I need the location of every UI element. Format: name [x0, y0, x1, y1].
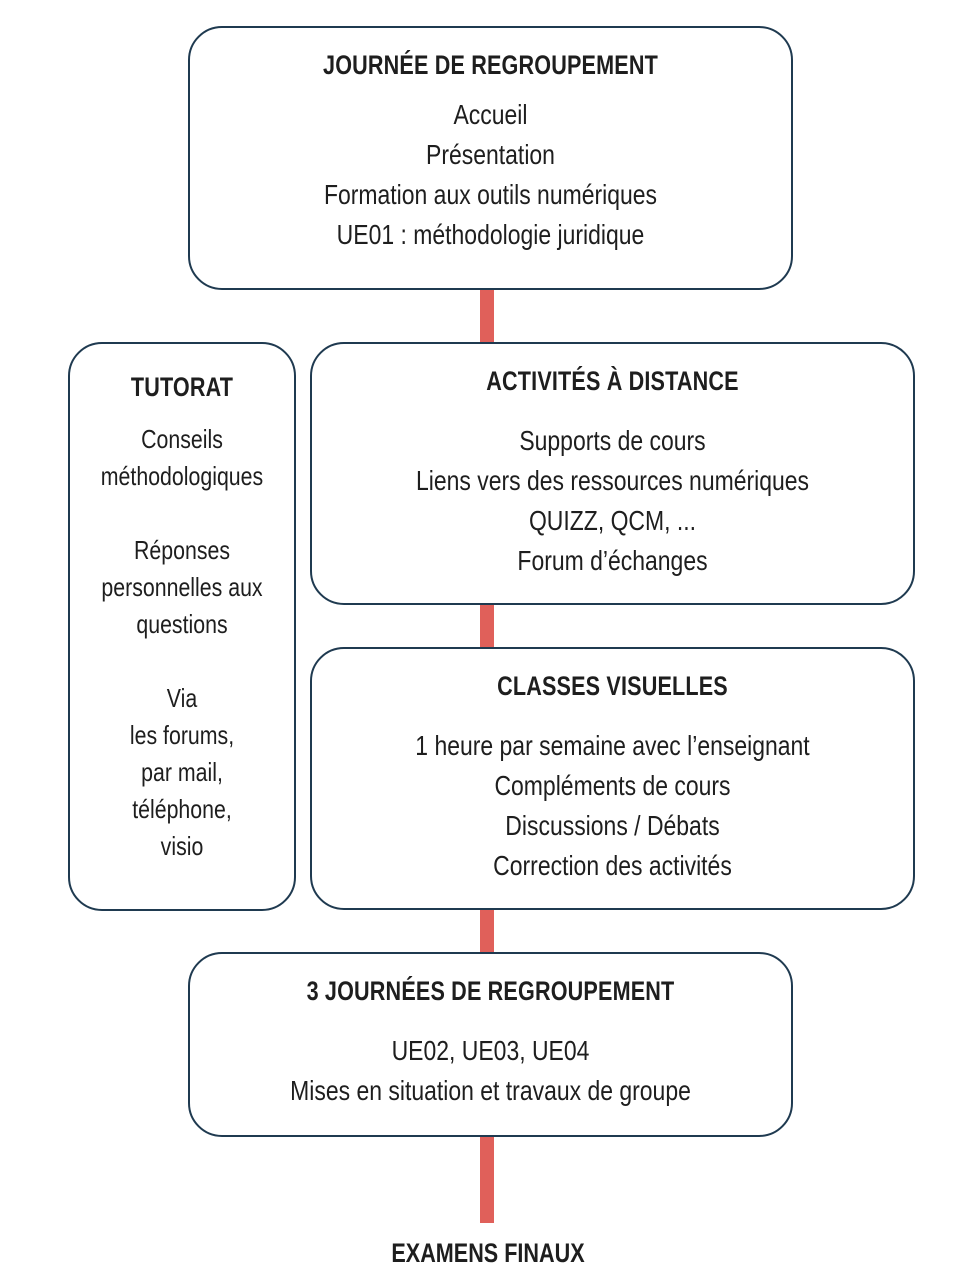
box-line: téléphone, — [132, 794, 232, 824]
connector-1 — [480, 288, 494, 344]
box-line: Conseils — [141, 424, 223, 454]
connector-2 — [480, 603, 494, 649]
box-title: ACTIVITÉS À DISTANCE — [486, 366, 739, 396]
box-line: Liens vers des ressources numériques — [415, 465, 810, 496]
box-line: Compléments de cours — [494, 770, 731, 801]
box-line: Présentation — [426, 139, 555, 170]
box-line: Formation aux outils numériques — [323, 179, 658, 210]
connector-3 — [480, 908, 494, 954]
box-line: UE02, UE03, UE04 — [391, 1035, 590, 1066]
box-line: visio — [160, 831, 204, 861]
box-line: Accueil — [453, 99, 528, 130]
box-title: 3 JOURNÉES DE REGROUPEMENT — [306, 976, 675, 1006]
box-line: les forums, — [129, 720, 235, 750]
box-line: Forum d’échanges — [517, 545, 708, 576]
box-line: personnelles aux — [101, 572, 263, 602]
box-line: QUIZZ, QCM, ... — [528, 505, 697, 536]
box-spacer — [90, 495, 274, 532]
box-line: questions — [136, 609, 228, 639]
box-line: 1 heure par semaine avec l’enseignant — [415, 730, 810, 761]
box-title: JOURNÉE DE REGROUPEMENT — [323, 50, 658, 80]
box-line: méthodologiques — [100, 461, 264, 491]
box-line: UE01 : méthodologie juridique — [336, 219, 645, 250]
box-title: CLASSES VISUELLES — [497, 671, 728, 701]
box-spacer — [90, 643, 274, 680]
box-line: par mail, — [141, 757, 223, 787]
box-3-journees-regroupement — [188, 952, 793, 1137]
box-tutorat — [68, 342, 296, 911]
box-journee-regroupement — [188, 26, 793, 290]
box-classes-visuelles — [310, 647, 915, 910]
connector-4 — [480, 1135, 494, 1223]
box-line: Supports de cours — [519, 425, 706, 456]
final-label: EXAMENS FINAUX — [391, 1238, 585, 1268]
box-line: Correction des activités — [493, 850, 732, 881]
box-line: Via — [166, 683, 198, 713]
box-line: Discussions / Débats — [505, 810, 720, 841]
box-line: Réponses — [133, 535, 230, 565]
box-line: Mises en situation et travaux de groupe — [290, 1075, 691, 1106]
box-title: TUTORAT — [130, 372, 234, 402]
box-activites-distance — [310, 342, 915, 605]
